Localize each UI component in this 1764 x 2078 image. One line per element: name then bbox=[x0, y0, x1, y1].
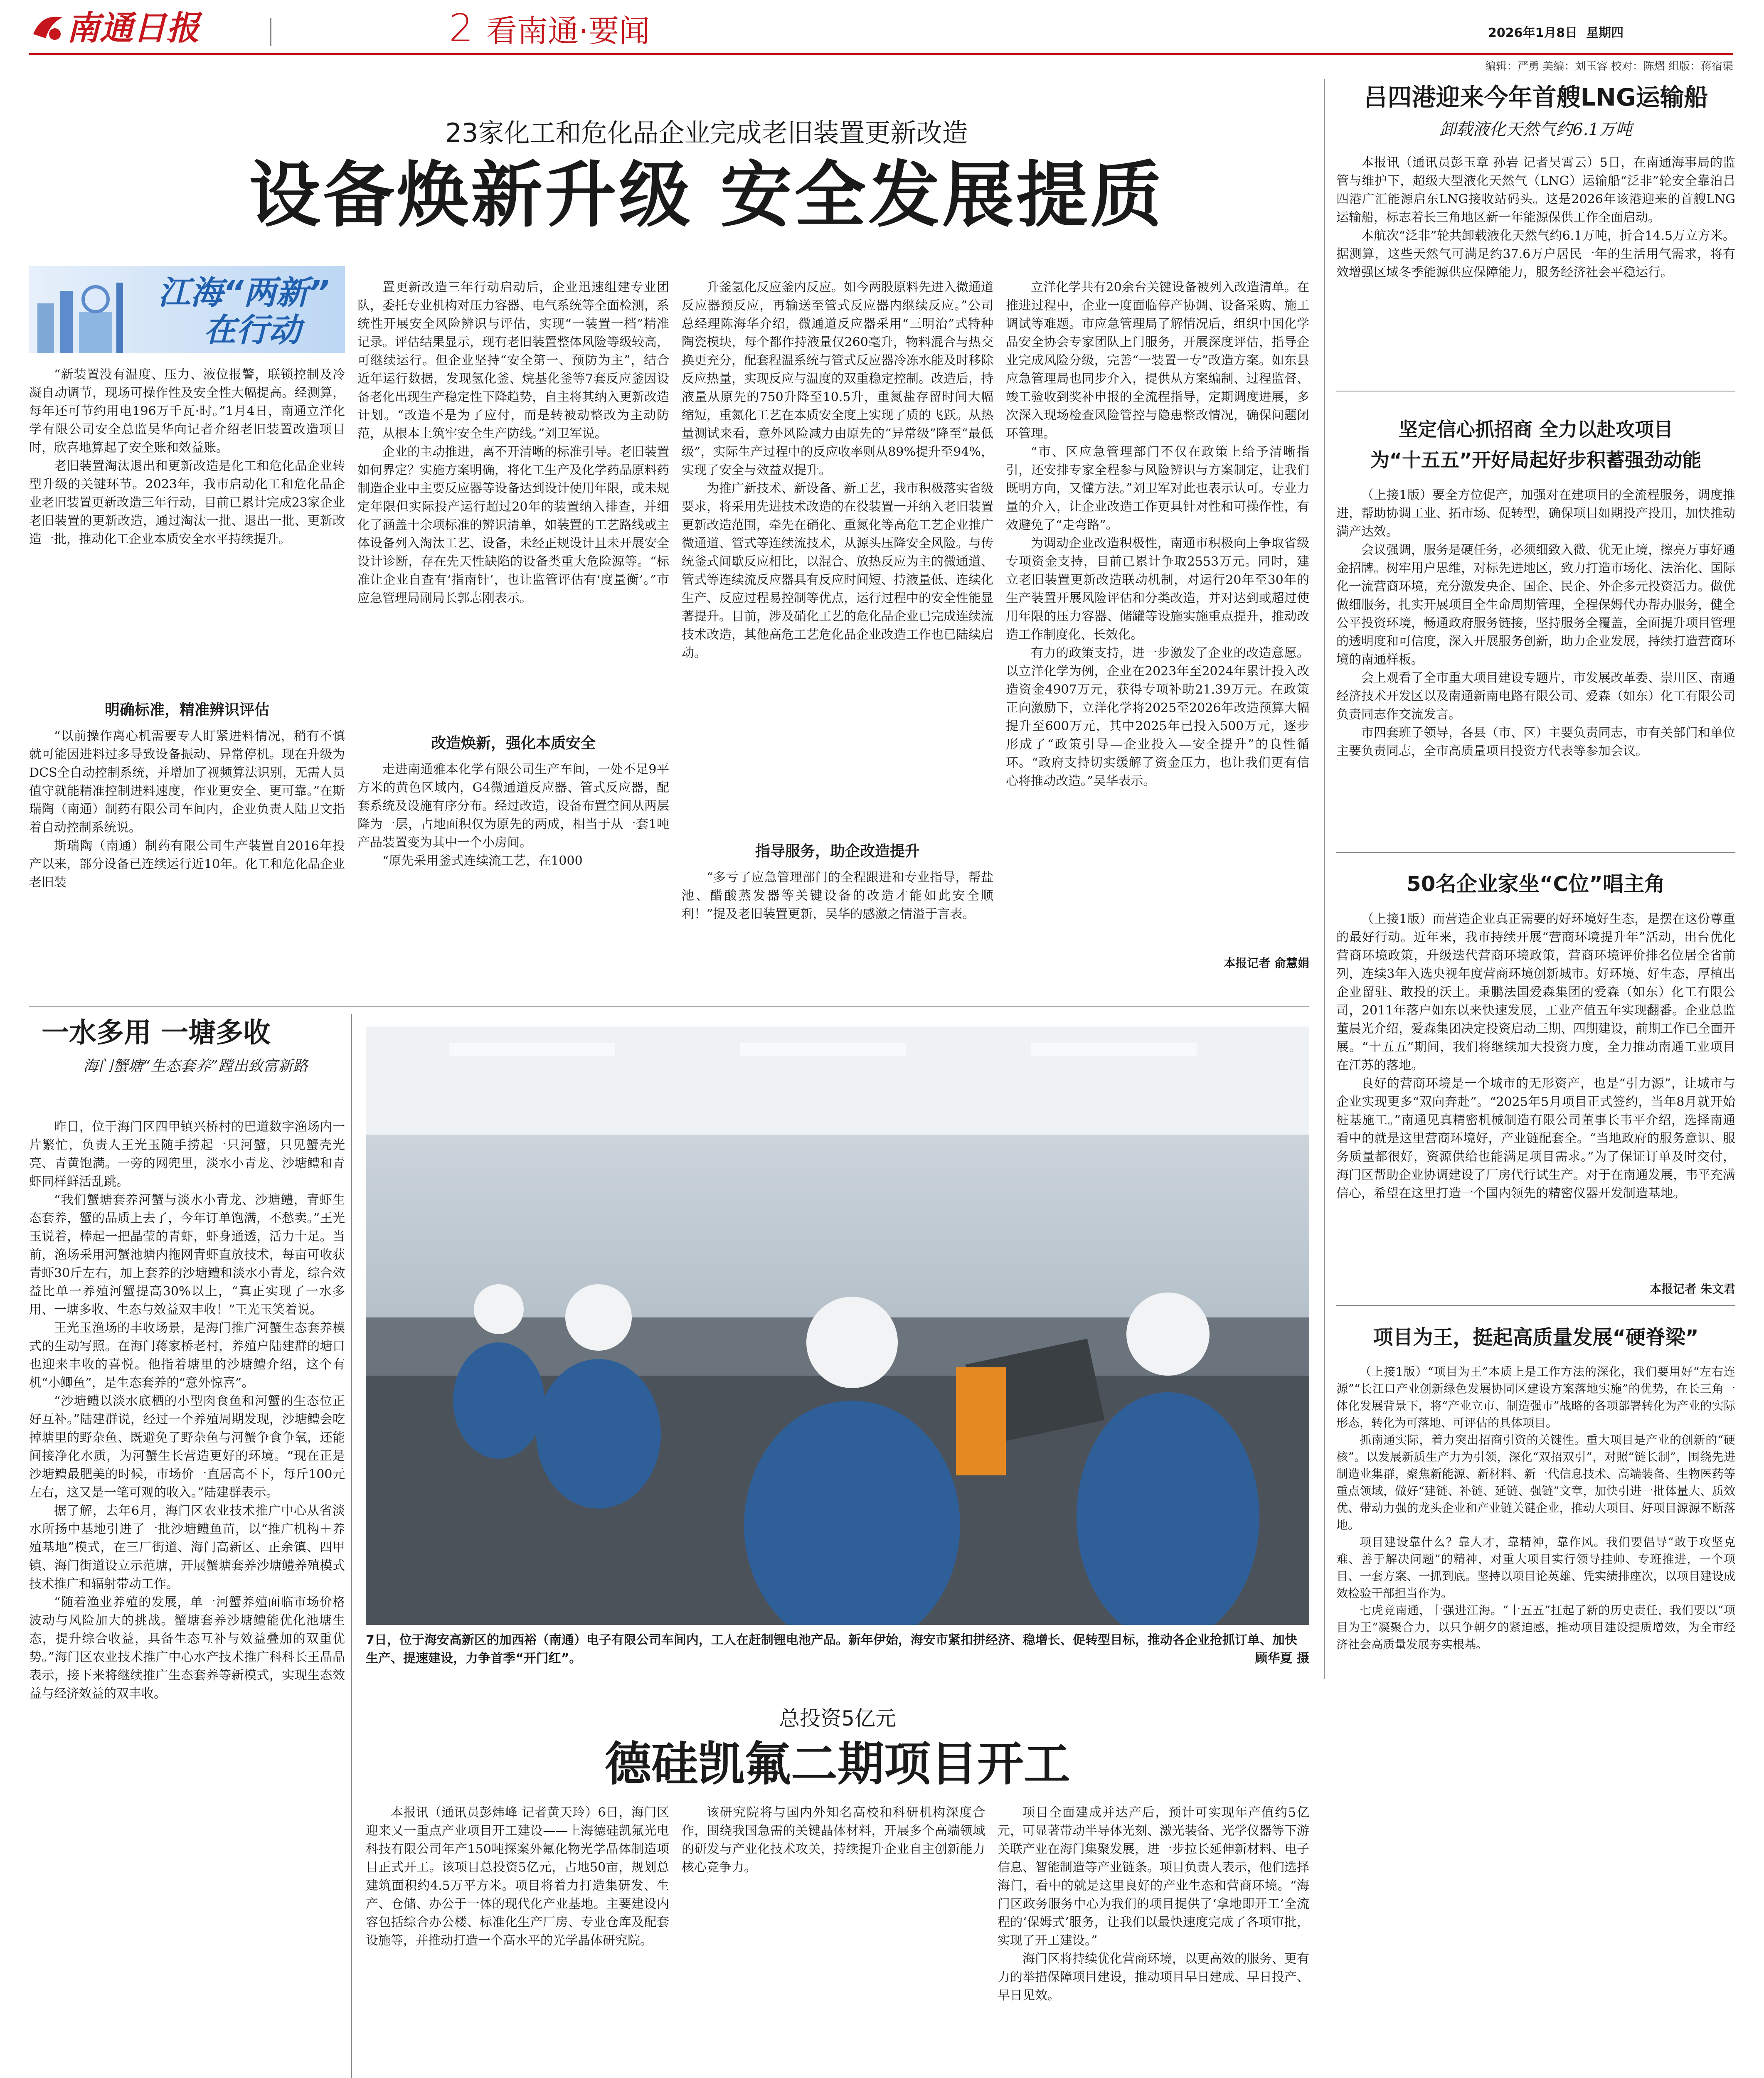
jianghai-liangxin-banner bbox=[29, 266, 345, 353]
lng-subhead: 卸载液化天然气约6.1万吨 bbox=[1439, 120, 1632, 139]
paragraph: 王光玉渔场的丰收场景，是海门推广河蟹生态套养模式的生动写照。在海门蒋家桥老村，养殖户陆建群的塘口也迎来丰收的喜悦。他指着塘里的沙塘鳢介绍，这个有机“小鲫鱼”，是生态套养的“意外惊喜”。 bbox=[29, 1321, 345, 1390]
paragraph: （上接1版）要全方位促产，加强对在建项目的全流程服务，调度推进，帮助协调工业、拓市场、促转型，确保项目如期投产投用，加快推动满产达效。 bbox=[1336, 488, 1735, 539]
paragraph: 市四套班子领导，各县（市、区）主要负责同志，市有关部门和单位主要负责同志，全市高质量项目投资方代表等参加会议。 bbox=[1336, 726, 1735, 758]
paragraph: 立洋化学共有20余台关键设备被列入改造清单。在推进过程中，企业一度面临停产协调、设备采购、施工调试等难题。市应急管理局了解情况后，组织中国化学品安全协会专家团队上门服务，开展深度评估，指导企业完成风险分级，完善“一装置一专”改造方案。如东县应急管理局也同步介入，提供从方案编制、过程监督、竣工验收到奖补申报的全流程指导，定期调度进展，多次深入现场检查风险管控与隐患整改情况，确保问题闭环管理。 bbox=[1006, 280, 1309, 441]
xiangmu-headline: 项目为王，挺起高质量发展“硬脊梁” bbox=[1373, 1326, 1699, 1349]
haimen-body bbox=[29, 1118, 345, 1703]
paragraph: 为调动企业改造积极性，南通市积极向上争取省级专项资金支持，目前已累计争取2553万元。同时，建立老旧装置更新改造联动机制，对运行20年至30年的生产装置开展风险评估和分类改造，并对达到或超过使用年限的压力容器、储罐等设施实施重点提升，推动改造工作制度化、长效化。 bbox=[1006, 536, 1309, 642]
photo-credit: 顾华夏 摄 bbox=[1255, 1651, 1309, 1666]
cwei-byline: 本报记者 朱文君 bbox=[1650, 1282, 1735, 1296]
desi-body-col1 bbox=[366, 1804, 669, 1950]
paragraph: “多亏了应急管理部门的全程跟进和专业指导，帮盐池、醋酸蒸发器等关键设备的改造才能如此安全顺利！”提及老旧装置更新，吴华的感激之情溢于言表。 bbox=[682, 870, 993, 921]
paragraph: 昨日，位于海门区四甲镇兴桥村的巴道数字渔场内一片繁忙，负责人王光玉随手捞起一只河蟹，只见蟹壳光亮、青黄饱满。一旁的网兜里，淡水小青龙、沙塘鳢和青虾同样鲜活乱跳。 bbox=[29, 1120, 345, 1189]
paragraph: 本报讯（通讯员彭炜峰 记者黄天玲）6日，海门区迎来又一重点产业项目开工建设——上海德硅凯氟光电科技有限公司年产150吨探案外氟化物光学晶体制造项目正式开工。该项目总投资5亿元，占地50亩，规划总建筑面积约4.5万平方米。项目将着力打造集研发、生产、仓储、办公于一体的现代化产业基地。主要建设内容包括综合办公楼、标准化生产厂房、专业仓库及配套设施等，并推动打造一个高水平的光学晶体研究院。 bbox=[366, 1805, 669, 1948]
paragraph: “我们蟹塘套养河蟹与淡水小青龙、沙塘鳢，青虾生态套养，蟹的品质上去了，今年订单饱满，不愁卖。”王光玉说着，棒起一把晶莹的青虾，虾身通透，活力十足。当前，渔场采用河蟹池塘内拖网青虾直放技术，每亩可收获青虾30斤左右，加上套养的沙塘鳢和淡水小青龙，综合效益比单一养殖河蟹提高30%以上，“真正实现了一水多用、一塘多收、生态与效益双丰收！”王光玉笑着说。 bbox=[29, 1193, 345, 1317]
paragraph: 企业的主动推进，离不开清晰的标准引导。老旧装置如何界定？实施方案明确，将化工生产及化学药品原料药制造企业中主要反应器等设备达到设计使用年限，或未规定年限但实际投产运行超过20年的装置纳入排查，并细化了涵盖十余项标准的辨识清单，如装置的工艺路线或主体设备列入淘汰工艺、设备，未经正规设计且未开展安全设计诊断，存在先天性缺陷的设备类重大危险源等。“标准让企业自查有‘指南针’，也让监管评估有‘度量衡’。”市应急管理局副局长郭志刚表示。 bbox=[357, 445, 669, 606]
paragraph: 走进南通雅本化学有限公司生产车间，一处不足9平方米的黄色区域内，G4微通道反应器、管式反应器，配套系统及设施有序分布。经过改造，设备布置空间从两层降为一层，占地面积仅为原先的两成，相当于从一套1吨产品装置变为其中一个小房间。 bbox=[357, 762, 669, 850]
haimen-subhead: 海门蟹塘“生态套养”蹚出致富新路 bbox=[83, 1058, 308, 1075]
subhead-zhidao-fuwu: 指导服务，助企改造提升 bbox=[755, 843, 920, 860]
paragraph: 本航次“泛非”轮共卸载液化天然气约6.1万吨，折合14.5万立方米。据测算，这些天然气可满足约37.6万户居民一年的生活用气需求，将有效增强区域冬季能源供应保障能力，服务经济社会平稳运行。 bbox=[1336, 229, 1735, 280]
main-story-headline: 设备焕新升级 安全发展提质 bbox=[249, 153, 1164, 237]
paragraph: 抓南通实际，着力突出招商引资的关键性。重大项目是产业的创新的“硬核”。以发展新质生产力为引领，深化“双招双引”，对照“链长制”，围绕先进制造业集群，聚焦新能源、新材料、新一代信息技术、高端装备、生物医药等重点领域，做好“建链、补链、延链、强链”文章，加快引进一批体量大、质效优、带动力强的龙头企业和产业链关键企业，推动大项目、好项目源源不断落地。 bbox=[1336, 1433, 1735, 1532]
zhaoshang-headline1: 坚定信心抓招商 全力以赴攻项目 bbox=[1398, 418, 1673, 441]
industrial-plant-icon bbox=[29, 266, 137, 353]
cwei-headline: 50名企业家坐“C位”唱主角 bbox=[1407, 872, 1665, 896]
main-story-col2 bbox=[357, 278, 669, 608]
paragraph: 为推广新技术、新设备、新工艺，我市积极落实省级要求，将采用先进技术改造的在役装置一并纳入老旧装置更新改造范围，牵先在硝化、重氮化等高危工艺企业推广微通道、管式等连续流技术，从源头压降安全风险。与传统釜式间歇反应相比，以混合、放热反应为主的微通道、管式等连续流反应器具有反应时间短、持液量低、连续化生产、反应过程易控制等优点，运行过程中的安全性能显著提升。目前，涉及硝化工艺的危化品企业已完成连续流技术改造，其他高危工艺危化品企业改造工作也已陆续启动。 bbox=[682, 481, 993, 660]
main-story-byline: 本报记者 俞慧娟 bbox=[1224, 956, 1309, 970]
photo-caption bbox=[366, 1631, 1309, 1668]
paragraph: 良好的营商环境是一个城市的无形资产，也是“引力源”，让城市与企业实现更多“双向奔赴”。“2025年5月项目正式签约，当年8月就开始桩基施工。”南通见真精密机械制造有限公司董事长韦平介绍，选择南通看中的就是这里营商环境好，产业链配套全。“当地政府的服务意识、服务质量都很好，资源供给也能满足项目需求。”为了保证订单及时交付，海门区帮助企业协调建设了厂房代行试生产。对于在南通发展，韦平充满信心，希望在这里打造一个国内领先的精密仪器开发制造基地。 bbox=[1336, 1076, 1735, 1201]
haimen-headline: 一水多用 一塘多收 bbox=[42, 1017, 271, 1049]
issue-weekday: 星期四 bbox=[1586, 26, 1624, 40]
desi-kicker: 总投资5亿元 bbox=[779, 1706, 896, 1731]
issue-date: 2026年1月8日 bbox=[1488, 26, 1578, 40]
page-section-name: 看南通·要闻 bbox=[486, 13, 650, 49]
main-story-col4 bbox=[1006, 278, 1309, 790]
paragraph: 升釜氢化反应釜内反应。如今两股原料先进入微通道反应器预反应，再输送至管式反应器内继续反应。”公司总经理陈海华介绍，微通道反应器采用“三明治”式特种陶瓷模块，每个都作持液量仅260毫升，物料混合与热交换更充分，配套程温系统与管式反应器冷冻水能及时移除反应热量，实现反应与温度的双重稳定控制。改造后，持液量从原先的750升降至10.5升，重氮盐存留时间大幅缩短，重氮化工艺在本质安全度上实现了质的飞跃。从热量测试来看，意外风险减力由原先的“异常级”降至“最低级”，实际生产过程中的反应收率则从89%提升至94%，实现了安全与效益双提升。 bbox=[682, 280, 993, 478]
xiangmu-body bbox=[1336, 1363, 1735, 1653]
lng-headline: 吕四港迎来今年首艘LNG运输船 bbox=[1363, 83, 1708, 111]
paragraph: （上接1版）而营造企业真正需要的好环境好生态，是摆在这份尊重的最好行动。近年来，我市持续开展“营商环境提升年”活动，出台优化营商环境政策，升级迭代营商环境政策，营商环境评价排名位居全省前列，连续3年入选央视年度营商环境创新城市。好环境、好生态，厚植出企业留驻、敢投的沃土。秉鹏法国爱森集团的爱森（如东）化工有限公司，2011年落户如东以来快速发展，工业产值五年实现翻番。企业总监董晨光介绍，爱森集团决定投资启动三期、四期建设，前期工作已全面开展。“十五五”期间，我们将继续加大投资力度，全力推动南通工业项目在江苏的落地。 bbox=[1336, 912, 1735, 1073]
zhaoshang-body bbox=[1336, 486, 1735, 761]
masthead bbox=[0, 0, 1764, 75]
factory-workers-illustration bbox=[366, 1027, 1309, 1625]
paragraph: 有力的政策支持，进一步激发了企业的改造意愿。以立洋化学为例，企业在2023年至2024年累计投入改造资金4907万元，获得专项补助21.39万元。在政策正向激励下，立洋化学将2025至2026年改造预算大幅提升至600万元，其中2025年已投入500万元，逐步形成了“政策引导—企业投入—安全提升”的良性循环。“政府支持切实缓解了资金压力，也让我们更有信心将推动改造。”吴华表示。 bbox=[1006, 646, 1309, 788]
paragraph: “沙塘鳢以淡水底栖的小型肉食鱼和河蟹的生态位正好互补。”陆建群说，经过一个养殖周期发现，沙塘鳢会吃掉塘里的野杂鱼、既避免了野杂鱼与河蟹争食争氧，还能间接净化水质，为河蟹生长营造更好的环境。“现在正是沙塘鳢最肥美的时候，市场价一直居高不下，每斤100元左右，这又是一笔可观的收入。”陆建群表示。 bbox=[29, 1394, 345, 1500]
editor-credits: 编辑：严勇 美编：刘玉容 校对：陈熠 组版：蒋宿渠 bbox=[1485, 60, 1733, 73]
newspaper-logo bbox=[29, 9, 262, 47]
desi-headline: 德硅凯氟二期项目开工 bbox=[605, 1737, 1070, 1791]
paragraph: 本报讯（通讯员彭玉章 孙岩 记者吴霄云）5日，在南通海事局的监管与维护下，超级大型液化天然气（LNG）运输船“泛非”轮安全靠泊吕四港广汇能源启东LNG接收站码头。这是2026年该港迎来的首艘LNG运输船，标志着长三角地区新一年能源保供工作全面启动。 bbox=[1336, 155, 1735, 225]
page-number: 2 bbox=[449, 6, 473, 50]
main-story-col1b bbox=[29, 727, 345, 892]
paragraph: 海门区将持续优化营商环境，以更高效的服务、更有力的举措保障项目建设，推动项目早日建成、早日投产、早日见效。 bbox=[998, 1952, 1309, 2003]
main-story-col3 bbox=[682, 278, 993, 662]
cwei-body bbox=[1336, 910, 1735, 1203]
desi-body-col3 bbox=[998, 1804, 1309, 2005]
main-story-kicker: 23家化工和危化品企业完成老旧装置更新改造 bbox=[445, 118, 968, 148]
paragraph: 斯瑞陶（南通）制药有限公司生产装置自2016年投产以来，部分设备已连续运行近10年。化工和危化品企业老旧装 bbox=[29, 839, 345, 890]
paragraph: 据了解，去年6月，海门区农业技术推广中心从省淡水所扬中基地引进了一批沙塘鳢鱼苗，以“推广机构＋养殖基地”模式，在三厂街道、海门高新区、正余镇、四甲镇、海门街道设立示范塘，开展蟹塘套养沙塘鳢养殖模式技术推广和辐射带动工作。 bbox=[29, 1504, 345, 1591]
paragraph: 老旧装置淘汰退出和更新改造是化工和危化品企业转型升级的关键环节。2023年，我市启动化工和危化品企业老旧装置更新改造三年行动，目前已累计完成23家企业老旧装置的更新改造，通过淘汰一批、退出一批、更新改造一批，推动化工企业本质安全水平持续提升。 bbox=[29, 459, 345, 547]
paragraph: 七虎竞南通，十强进江海。“十五五”扛起了新的历史责任，我们要以“项目为王”凝聚合力，以只争朝夕的紧迫感，推动项目建设提质增效，为全市经济社会高质量发展夯实根基。 bbox=[1336, 1603, 1735, 1651]
paragraph: 置更新改造三年行动启动后，企业迅速组建专业团队，委托专业机构对压力容器、电气系统等全面检测，系统性开展安全风险辨识与评估，实现“一装置一档”精准记录。评估结果显示，现有老旧装置整体风险等级较高，可继续运行。但企业坚持“安全第一、预防为主”，结合近年运行数据，发现氢化釜、烷基化釜等7套反应釜因设备老化出现生产稳定性下降趋势，自主将其纳入更新改造计划。“改造不是为了应付，而是转被动整改为主动防范，从根本上筑牢安全生产防线。”刘卫军说。 bbox=[357, 280, 669, 441]
paragraph: “随着渔业养殖的发展，单一河蟹养殖面临市场价格波动与风险加大的挑战。蟹塘套养沙塘鳢能优化池塘生态，提升综合收益，具备生态互补与效益叠加的双重优势。”海门区农业技术推广中心水产技术推广科科长王晶晶表示，接下来将继续推广生态套养等新模式，实现生态效益与经济效益的双丰收。 bbox=[29, 1595, 345, 1701]
desi-body-col2 bbox=[682, 1804, 985, 1877]
main-story-col3b bbox=[682, 869, 993, 923]
paragraph: 项目建设靠什么？靠人才，靠精神，靠作风。我们要倡导“敢于攻坚克难、善于解决问题”的精神，对重大项目实行领导挂帅、专班推进，一个项目、一套方案、一抓到底。坚持以项目论英雄、凭实绩排座次，以项目建设成效检验干部担当作为。 bbox=[1336, 1535, 1735, 1600]
paragraph: （上接1版）“项目为王”本质上是工作方法的深化，我们要用好“左右连源”“长江口产业创新绿色发展协同区建设方案落地实施”的优势，在长三角一体化发展背景下，将“产业立市、制造强市”战略的各项部署转化为产业的实际形态，转化为可落地、可评估的具体项目。 bbox=[1336, 1365, 1735, 1430]
logo-emblem-icon bbox=[29, 9, 67, 47]
main-story-col2b bbox=[357, 761, 669, 870]
paragraph: 项目全面建成并达产后，预计可实现年产值约5亿元，可显著带动半导体光刻、激光装备、光学仪器等下游关联产业在海门集聚发展，进一步拉长延伸新材料、电子信息、智能制造等产业链条。项目负责人表示，他们选择海门，看中的就是这里良好的产业生态和营商环境。“海门区政务服务中心为我们的项目提供了‘拿地即开工’全流程的‘保姆式’服务，让我们以最快速度完成了各项审批，实现了开工建设。” bbox=[998, 1805, 1309, 1948]
paragraph: 该研究院将与国内外知名高校和科研机构深度合作，围绕我国急需的关键晶体材料，开展多个高端领域的研发与产业化技术攻关，持续提升企业自主创新能力核心竞争力。 bbox=[682, 1805, 985, 1875]
paragraph: “市、区应急管理部门不仅在政策上给予清晰指引，还安排专家全程参与风险辨识与方案制定，让我们既明方向，又懂方法。”刘卫军对此也表示认可。专业力量的介入，让企业改造工作更具针对性和可操作性，有效避免了“走弯路”。 bbox=[1006, 445, 1309, 532]
banner-title-part2: 在行动 bbox=[204, 312, 301, 349]
subhead-gaizao-huanxin: 改造焕新，强化本质安全 bbox=[431, 735, 596, 752]
main-story-col1 bbox=[29, 366, 345, 549]
newspaper-title: 南通日报 bbox=[67, 8, 200, 47]
factory-photo bbox=[366, 1027, 1309, 1625]
banner-title-part1: 江海“两新” bbox=[158, 274, 330, 312]
paragraph: “新装置没有温度、压力、液位报警，联锁控制及冷凝自动调节，现场可操作性及安全性大幅提高。经测算，每年还可节约用电196万千瓦·时。”1月4日，南通立洋化学有限公司安全总监吴华向记者介绍老旧装置改造项目时，欣喜地算起了安全账和效益账。 bbox=[29, 367, 345, 455]
paragraph: 会议强调，服务是硬任务，必须细致入微、优无止境，擦亮万事好通金招牌。树牢用户思维，对标先进地区，致力打造市场化、法治化、国际化一流营商环境，充分激发央企、国企、民企、外企多元投资活力。做优做细服务，扎实开展项目全生命周期管理，全程保姆代办帮办服务，健全公平投资环境，畅通政府服务链接，坚持服务全覆盖，全面提升项目管理的透明度和可信度，深入开展服务创新，助力企业发展，持续打造营商环境的南通样板。 bbox=[1336, 543, 1735, 667]
paragraph: 会上观看了全市重大项目建设专题片，市发展改革委、崇川区、南通经济技术开发区以及南通新南电路有限公司、爱森（如东）化工有限公司负责同志作交流发言。 bbox=[1336, 671, 1735, 722]
subhead-mingque-biaozhun: 明确标准，精准辨识评估 bbox=[104, 702, 269, 719]
paragraph: “以前操作离心机需要专人盯紧进料情况，稍有不慎就可能因进料过多导致设备振动、异常停机。现在升级为DCS全自动控制系统，并增加了视频算法识别，无需人员值守就能精准控制进料速度，作业更安全、更可靠。”在斯瑞陶（南通）制药有限公司车间内，企业负责人陆卫文指着自动控制系统说。 bbox=[29, 729, 345, 835]
zhaoshang-headline2: 为“十五五”开好局起好步积蓄强劲动能 bbox=[1370, 449, 1702, 471]
lng-body bbox=[1336, 154, 1735, 282]
paragraph: “原先采用釜式连续流工艺，在1000 bbox=[382, 854, 583, 868]
caption-text: 7日，位于海安高新区的加西裕（南通）电子有限公司车间内，工人在赶制锂电池产品。新年伊始，海安市紧扣拼经济、稳增长、促转型目标，推动各企业抢抓订单、加快生产、提速建设，力争首季“开门红”。 bbox=[366, 1633, 1297, 1666]
